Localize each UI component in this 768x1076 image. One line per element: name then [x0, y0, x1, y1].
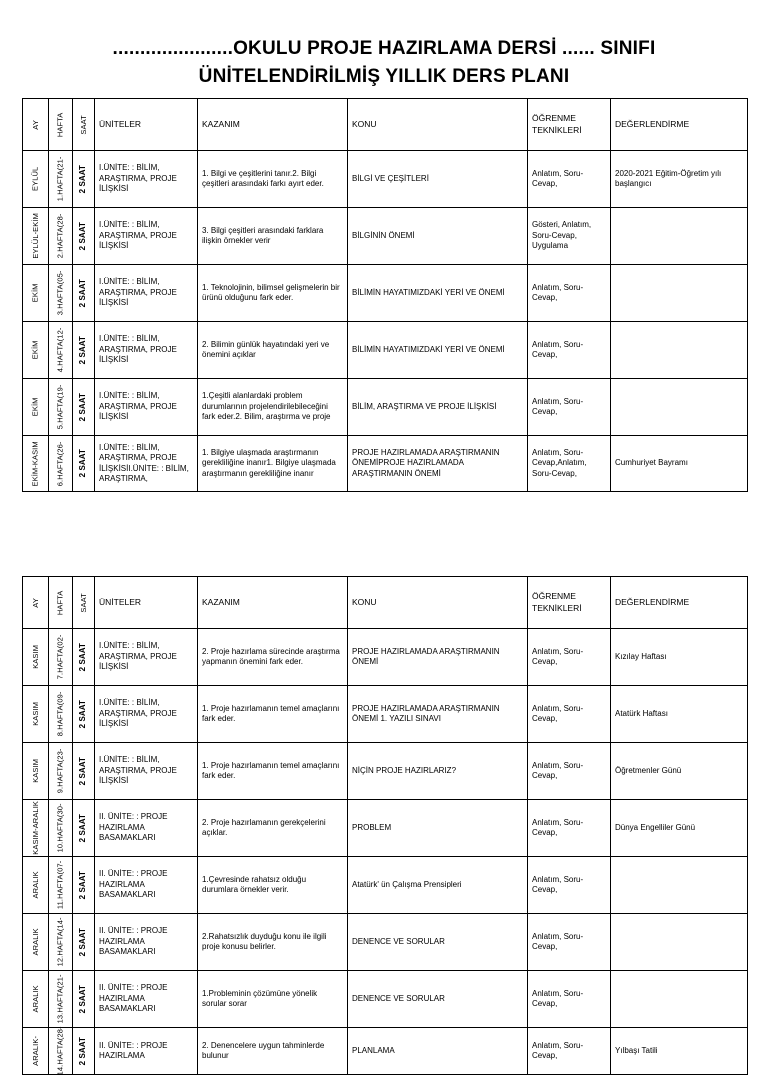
header-ay: AY	[23, 99, 49, 151]
month-cell: EKİM-KASIM	[23, 436, 49, 492]
month-cell: KASIM	[23, 686, 49, 743]
method-cell: Anlatım, Soru-Cevap,	[528, 800, 611, 857]
unit-cell: II. ÜNİTE: : PROJE HAZIRLAMA BASAMAKLARI	[95, 857, 198, 914]
header-kazanim: KAZANIM	[198, 99, 348, 151]
topic-cell: PROJE HAZIRLAMADA ARAŞTIRMANIN ÖNEMİ 1. YAZILI SINAVI	[348, 686, 528, 743]
topic-cell: BİLGİ VE ÇEŞİTLERİ	[348, 151, 528, 208]
header-ay: AY	[23, 577, 49, 629]
method-cell: Anlatım, Soru-Cevap,Anlatım, Soru-Cevap,	[528, 436, 611, 492]
hours-cell: 2 SAAT	[73, 265, 95, 322]
month-cell: KASIM-ARALIK	[23, 800, 49, 857]
table-row	[23, 743, 748, 800]
table-row	[23, 151, 748, 208]
table-row	[23, 800, 748, 857]
method-cell: Gösteri, Anlatım, Soru-Cevap, Uygulama	[528, 208, 611, 265]
topic-cell: BİLİM, ARAŞTIRMA VE PROJE İLİŞKİSİ	[348, 379, 528, 436]
topic-cell: PROJE HAZIRLAMADA ARAŞTIRMANIN ÖNEMİPROJE HAZIRLAMADA ARAŞTIRMANIN ÖNEMİ	[348, 436, 528, 492]
header-saat: SAAT	[73, 99, 95, 151]
table-row	[23, 629, 748, 686]
topic-cell: BİLİMİN HAYATIMIZDAKİ YERİ VE ÖNEMİ	[348, 322, 528, 379]
method-cell: Anlatım, Soru-Cevap,	[528, 322, 611, 379]
hours-cell: 2 SAAT	[73, 151, 95, 208]
plan-table-2	[22, 576, 748, 1075]
method-cell: Anlatım, Soru-Cevap,	[528, 971, 611, 1028]
month-cell: EYLÜL	[23, 151, 49, 208]
unit-cell: I.ÜNİTE: : BİLİM, ARAŞTIRMA, PROJE İLİŞKİSİ	[95, 208, 198, 265]
month-cell: ARALIK	[23, 971, 49, 1028]
header-konu: KONU	[348, 577, 528, 629]
unit-cell: II. ÜNİTE: : PROJE HAZIRLAMA BASAMAKLARI	[95, 971, 198, 1028]
week-cell: 9.HAFTA(23-	[49, 743, 73, 800]
evaluation-cell: Kızılay Haftası	[611, 629, 748, 686]
month-cell: EKİM	[23, 265, 49, 322]
outcome-cell: 1.Probleminin çözümüne yönelik sorular sorar	[198, 971, 348, 1028]
method-cell: Anlatım, Soru-Cevap,	[528, 686, 611, 743]
outcome-cell: 2. Bilimin günlük hayatındaki yeri ve önemini açıklar	[198, 322, 348, 379]
table-header-row	[23, 577, 748, 629]
hours-cell: 2 SAAT	[73, 629, 95, 686]
method-cell: Anlatım, Soru-Cevap,	[528, 379, 611, 436]
week-cell: 1.HAFTA(21-	[49, 151, 73, 208]
header-degerlendirme: DEĞERLENDİRME	[611, 99, 748, 151]
header-hafta: HAFTA	[49, 99, 73, 151]
method-cell: Anlatım, Soru-Cevap,	[528, 743, 611, 800]
hours-cell: 2 SAAT	[73, 208, 95, 265]
unit-cell: I.ÜNİTE: : BİLİM, ARAŞTIRMA, PROJE İLİŞKİSİI.ÜNİTE: : BİLİM, ARAŞTIRMA,	[95, 436, 198, 492]
evaluation-cell: Cumhuriyet Bayramı	[611, 436, 748, 492]
week-cell: 5.HAFTA(19-	[49, 379, 73, 436]
hours-cell: 2 SAAT	[73, 1028, 95, 1075]
week-cell: 13.HAFTA(21-	[49, 971, 73, 1028]
week-cell: 6.HAFTA(26-	[49, 436, 73, 492]
outcome-cell: 1. Bilgiye ulaşmada araştırmanın gerekliliğine inanır1. Bilgiye ulaşmada araştırmanın gerekliliğine inanır	[198, 436, 348, 492]
unit-cell: I.ÜNİTE: : BİLİM, ARAŞTIRMA, PROJE İLİŞKİSİ	[95, 743, 198, 800]
month-cell: EYLÜL-EKİM	[23, 208, 49, 265]
table-row	[23, 914, 748, 971]
evaluation-cell: Atatürk Haftası	[611, 686, 748, 743]
topic-cell: BİLİMİN HAYATIMIZDAKİ YERİ VE ÖNEMİ	[348, 265, 528, 322]
hours-cell: 2 SAAT	[73, 743, 95, 800]
header-degerlendirme: DEĞERLENDİRME	[611, 577, 748, 629]
week-cell: 14.HAFTA(28-	[49, 1028, 73, 1075]
topic-cell: Atatürk' ün Çalışma Prensipleri	[348, 857, 528, 914]
evaluation-cell	[611, 265, 748, 322]
table-row	[23, 379, 748, 436]
unit-cell: II. ÜNİTE: : PROJE HAZIRLAMA BASAMAKLARI	[95, 800, 198, 857]
week-cell: 8.HAFTA(09-	[49, 686, 73, 743]
evaluation-cell	[611, 971, 748, 1028]
month-cell: ARALIK-	[23, 1028, 49, 1075]
evaluation-cell: Yılbaşı Tatili	[611, 1028, 748, 1075]
week-cell: 11.HAFTA(07-	[49, 857, 73, 914]
outcome-cell: 3. Bilgi çeşitleri arasındaki farklara ilişkin örnekler verir	[198, 208, 348, 265]
hours-cell: 2 SAAT	[73, 857, 95, 914]
header-kazanim: KAZANIM	[198, 577, 348, 629]
method-cell: Anlatım, Soru-Cevap,	[528, 857, 611, 914]
hours-cell: 2 SAAT	[73, 686, 95, 743]
topic-cell: PROBLEM	[348, 800, 528, 857]
outcome-cell: 1.Çevresinde rahatsız olduğu durumlara örnekler verir.	[198, 857, 348, 914]
header-saat: SAAT	[73, 577, 95, 629]
evaluation-cell	[611, 208, 748, 265]
header-hafta: HAFTA	[49, 577, 73, 629]
header-ogrenme: ÖĞRENME TEKNİKLERİ	[528, 99, 611, 151]
month-cell: EKİM	[23, 379, 49, 436]
hours-cell: 2 SAAT	[73, 436, 95, 492]
evaluation-cell	[611, 379, 748, 436]
outcome-cell: 1. Proje hazırlamanın temel amaçlarını fark eder.	[198, 686, 348, 743]
unit-cell: I.ÜNİTE: : BİLİM, ARAŞTIRMA, PROJE İLİŞKİSİ	[95, 322, 198, 379]
table-row	[23, 322, 748, 379]
table-row	[23, 208, 748, 265]
week-cell: 4.HAFTA(12-	[49, 322, 73, 379]
outcome-cell: 2. Proje hazırlamanın gerekçelerini açıklar.	[198, 800, 348, 857]
document-subtitle: ÜNİTELENDİRİLMİŞ YILLIK DERS PLANI	[198, 66, 570, 87]
method-cell: Anlatım, Soru-Cevap,	[528, 151, 611, 208]
header-uniteler: ÜNİTELER	[95, 99, 198, 151]
evaluation-cell	[611, 857, 748, 914]
outcome-cell: 2. Denencelere uygun tahminlerde bulunur	[198, 1028, 348, 1075]
table-row	[23, 436, 748, 492]
unit-cell: I.ÜNİTE: : BİLİM, ARAŞTIRMA, PROJE İLİŞKİSİ	[95, 379, 198, 436]
plan-table-1	[22, 98, 748, 492]
topic-cell: DENENCE VE SORULAR	[348, 971, 528, 1028]
table-row	[23, 265, 748, 322]
table-header-row	[23, 99, 748, 151]
topic-cell: BİLGİNİN ÖNEMİ	[348, 208, 528, 265]
header-ogrenme: ÖĞRENME TEKNİKLERİ	[528, 577, 611, 629]
month-cell: EKİM	[23, 322, 49, 379]
topic-cell: PROJE HAZIRLAMADA ARAŞTIRMANIN ÖNEMİ	[348, 629, 528, 686]
unit-cell: I.ÜNİTE: : BİLİM, ARAŞTIRMA, PROJE İLİŞKİSİ	[95, 265, 198, 322]
week-cell: 12.HAFTA(14-	[49, 914, 73, 971]
topic-cell: DENENCE VE SORULAR	[348, 914, 528, 971]
hours-cell: 2 SAAT	[73, 800, 95, 857]
outcome-cell: 1.Çeşitli alanlardaki problem durumlarının projelendirilebileceğini fark eder.2. Bilim, araştırma ve proje	[198, 379, 348, 436]
month-cell: KASIM	[23, 629, 49, 686]
month-cell: ARALIK	[23, 857, 49, 914]
table-row	[23, 971, 748, 1028]
week-cell: 7.HAFTA(02-	[49, 629, 73, 686]
header-uniteler: ÜNİTELER	[95, 577, 198, 629]
header-konu: KONU	[348, 99, 528, 151]
unit-cell: I.ÜNİTE: : BİLİM, ARAŞTIRMA, PROJE İLİŞKİSİ	[95, 686, 198, 743]
unit-cell: II. ÜNİTE: : PROJE HAZIRLAMA	[95, 1028, 198, 1075]
topic-cell: PLANLAMA	[348, 1028, 528, 1075]
method-cell: Anlatım, Soru-Cevap,	[528, 265, 611, 322]
document-title: ......................OKULU PROJE HAZIRLAMA DERSİ ...... SINIFI	[112, 38, 656, 59]
unit-cell: II. ÜNİTE: : PROJE HAZIRLAMA BASAMAKLARI	[95, 914, 198, 971]
method-cell: Anlatım, Soru-Cevap,	[528, 914, 611, 971]
table-row	[23, 1028, 748, 1075]
hours-cell: 2 SAAT	[73, 971, 95, 1028]
table-row	[23, 686, 748, 743]
hours-cell: 2 SAAT	[73, 379, 95, 436]
hours-cell: 2 SAAT	[73, 322, 95, 379]
evaluation-cell: 2020-2021 Eğitim-Öğretim yılı başlangıcı	[611, 151, 748, 208]
evaluation-cell	[611, 914, 748, 971]
topic-cell: NİÇİN PROJE HAZIRLARIZ?	[348, 743, 528, 800]
unit-cell: I.ÜNİTE: : BİLİM, ARAŞTIRMA, PROJE İLİŞKİSİ	[95, 151, 198, 208]
week-cell: 2.HAFTA(28-	[49, 208, 73, 265]
week-cell: 3.HAFTA(05-	[49, 265, 73, 322]
evaluation-cell: Öğretmenler Günü	[611, 743, 748, 800]
month-cell: ARALIK	[23, 914, 49, 971]
hours-cell: 2 SAAT	[73, 914, 95, 971]
outcome-cell: 1. Bilgi ve çeşitlerini tanır.2. Bilgi çeşitleri arasındaki farkı ayırt eder.	[198, 151, 348, 208]
unit-cell: I.ÜNİTE: : BİLİM, ARAŞTIRMA, PROJE İLİŞKİSİ	[95, 629, 198, 686]
evaluation-cell	[611, 322, 748, 379]
outcome-cell: 2.Rahatsızlık duyduğu konu ile ilgili proje konusu belirler.	[198, 914, 348, 971]
method-cell: Anlatım, Soru-Cevap,	[528, 1028, 611, 1075]
week-cell: 10.HAFTA(30-	[49, 800, 73, 857]
outcome-cell: 2. Proje hazırlama sürecinde araştırma yapmanın önemini fark eder.	[198, 629, 348, 686]
outcome-cell: 1. Teknolojinin, bilimsel gelişmelerin bir ürünü olduğunu fark eder.	[198, 265, 348, 322]
table-row	[23, 857, 748, 914]
method-cell: Anlatım, Soru-Cevap,	[528, 629, 611, 686]
month-cell: KASIM	[23, 743, 49, 800]
evaluation-cell: Dünya Engelliler Günü	[611, 800, 748, 857]
outcome-cell: 1. Proje hazırlamanın temel amaçlarını fark eder.	[198, 743, 348, 800]
